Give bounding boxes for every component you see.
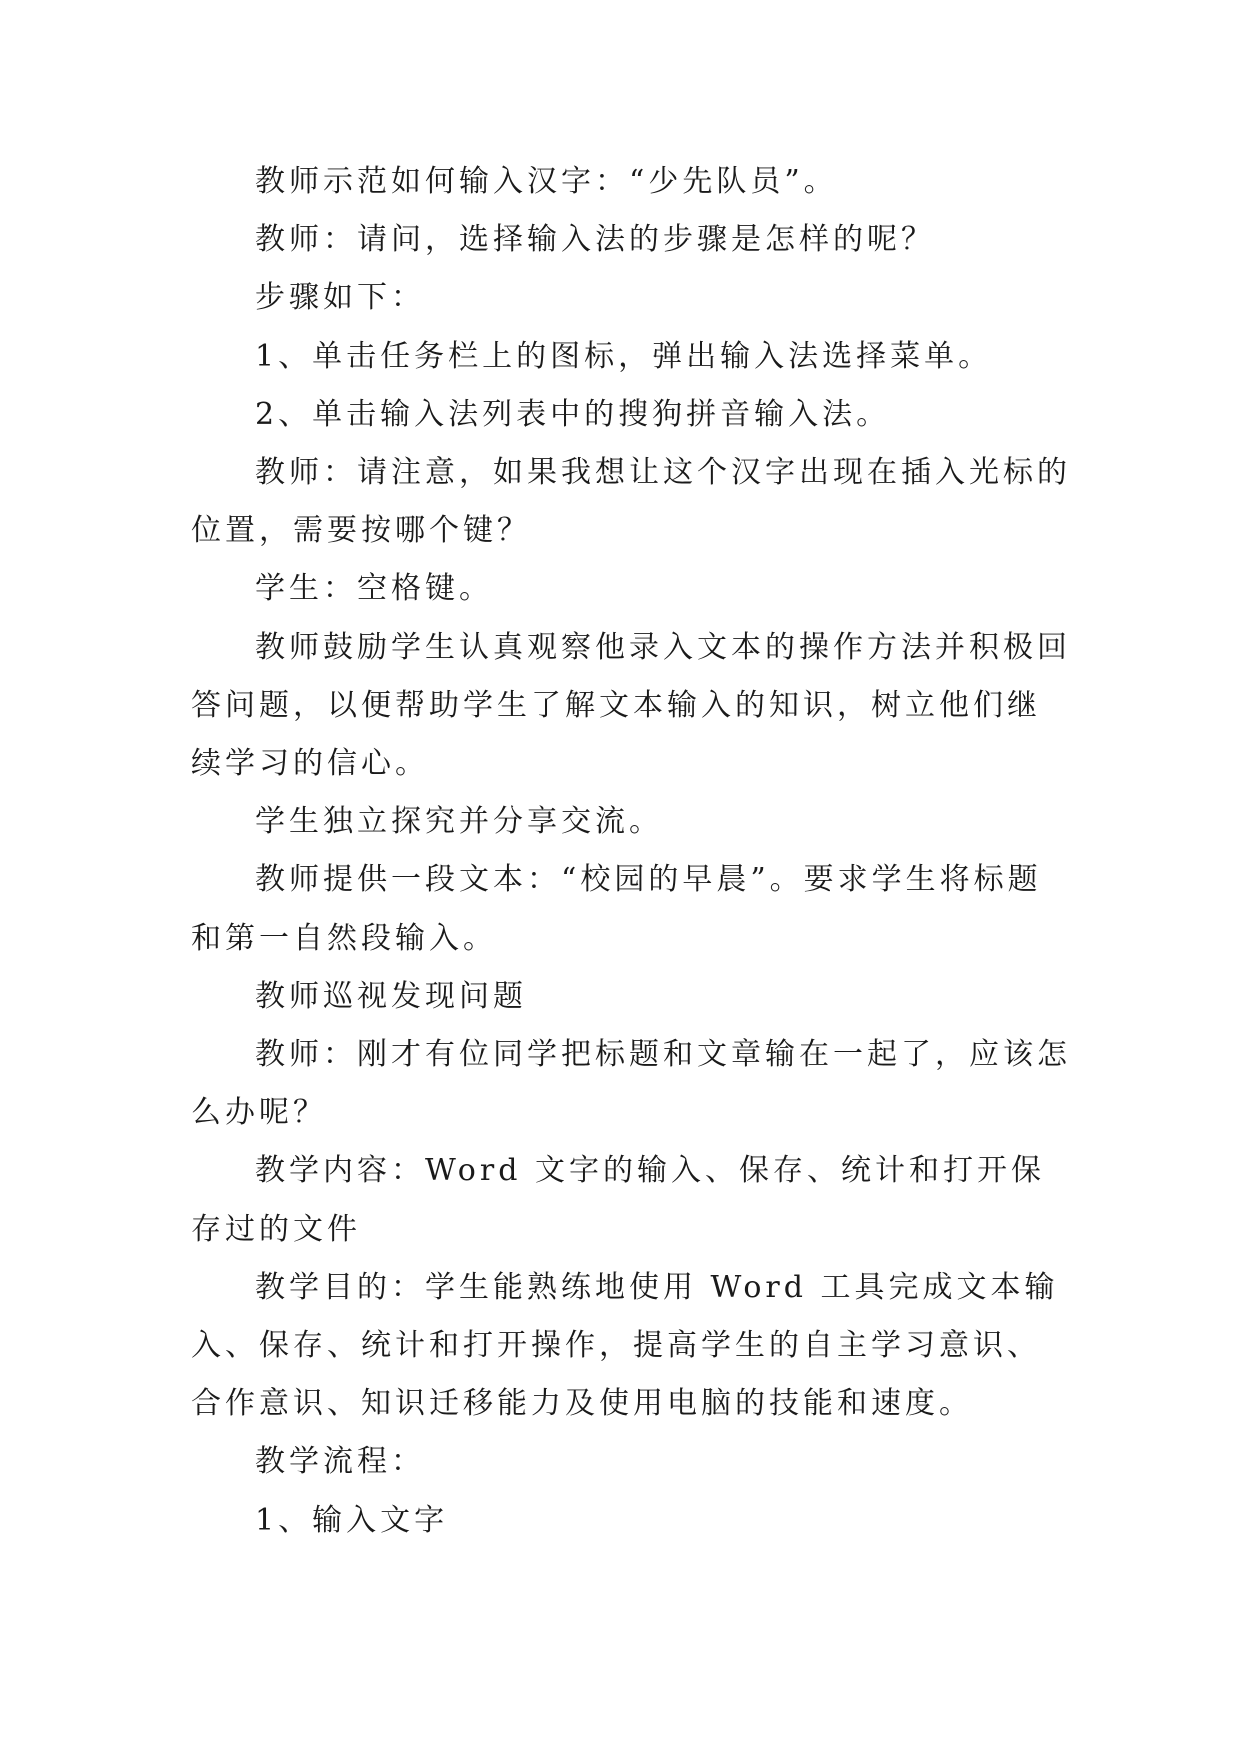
paragraph: 教师：刚才有位同学把标题和文章输在一起了，应该怎么办呢？ <box>191 1037 1071 1131</box>
paragraph: 教学流程： <box>255 1444 425 1480</box>
paragraph: 教师巡视发现问题 <box>255 978 527 1014</box>
paragraph: 教师提供一段文本：“校园的早晨”。要求学生将标题和第一自然段输入。 <box>191 862 1042 956</box>
paragraph: 1、输入文字 <box>255 1502 449 1538</box>
paragraph: 学生独立探究并分享交流。 <box>255 804 663 840</box>
paragraph: 2、单击输入法列表中的搜狗拼音输入法。 <box>255 396 891 432</box>
paragraph: 教师：请注意，如果我想让这个汉字出现在插入光标的位置，需要按哪个键？ <box>191 455 1071 549</box>
paragraph: 教学目的：学生能熟练地使用 Word 工具完成文本输入、保存、统计和打开操作，提高学生的自主学习意识、合作意识、知识迁移能力及使用电脑的技能和速度。 <box>191 1269 1059 1422</box>
paragraph: 教师鼓励学生认真观察他录入文本的操作方法并积极回答问题，以便帮助学生了解文本输入的知识，树立他们继续学习的信心。 <box>191 629 1071 782</box>
paragraph: 步骤如下： <box>255 280 425 316</box>
paragraph: 1、单击任务栏上的图标，弹出输入法选择菜单。 <box>255 338 993 374</box>
paragraph: 学生：空格键。 <box>255 571 493 607</box>
paragraph: 教学内容：Word 文字的输入、保存、统计和打开保存过的文件 <box>191 1153 1045 1247</box>
paragraph: 教师：请问，选择输入法的步骤是怎样的呢？ <box>255 222 935 258</box>
paragraph: 教师示范如何输入汉字：“少先队员”。 <box>255 164 838 199</box>
document-body <box>191 153 1071 1550</box>
